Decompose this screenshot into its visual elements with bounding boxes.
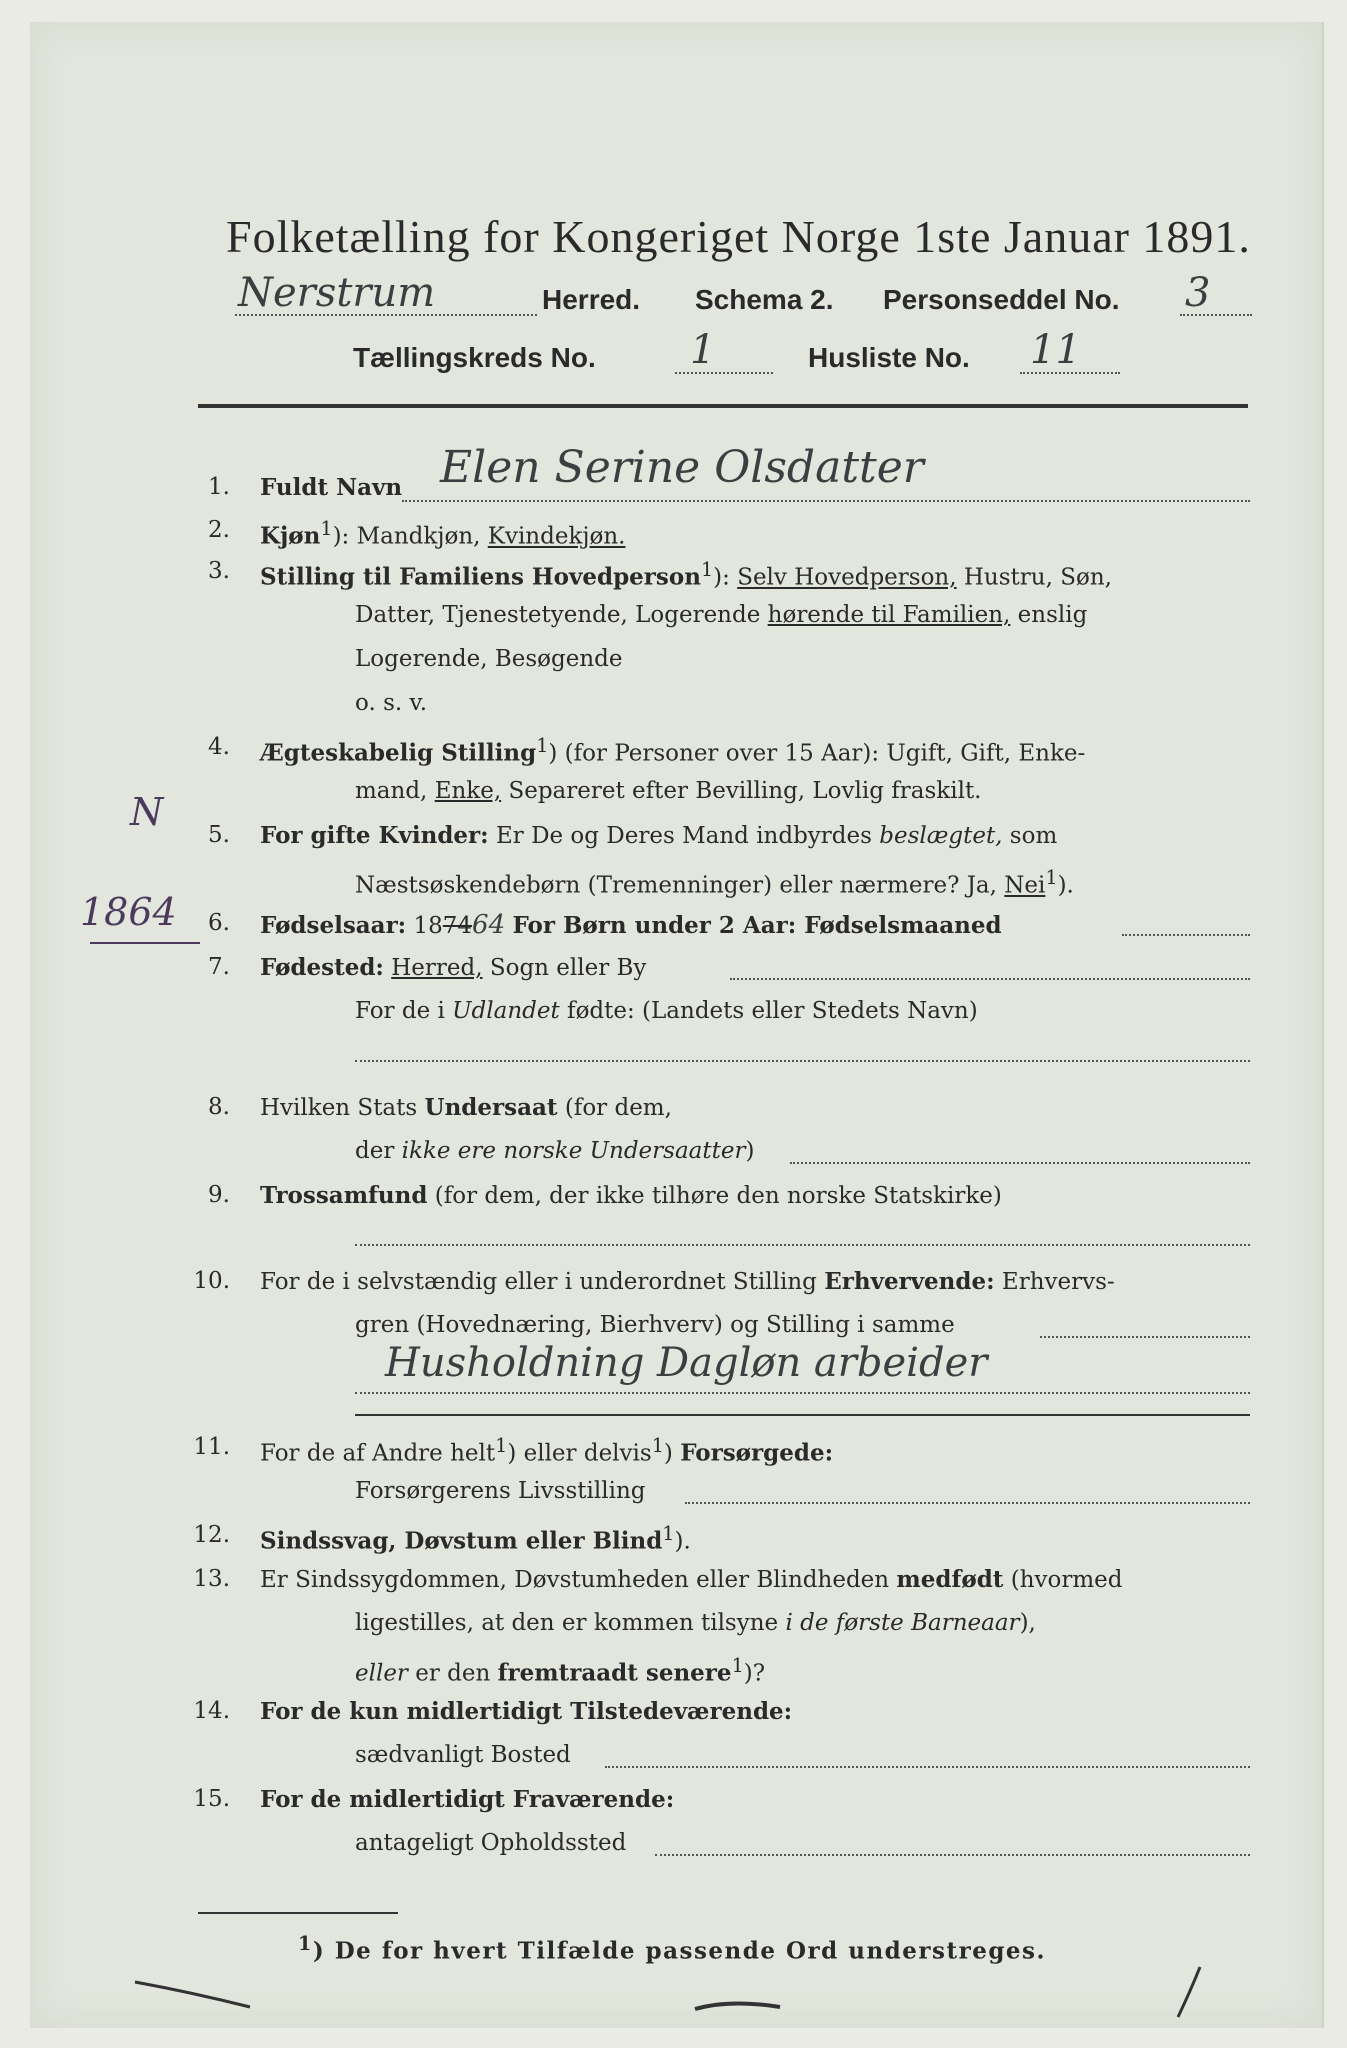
item-2-text: Kjøn$^1$): Mandkjøn, Kvindekjøn. xyxy=(260,517,626,550)
item-4-line-2: mand, Enke, Separeret efter Bevilling, Lovlig fraskilt. xyxy=(355,778,982,804)
item-3-line-2: Datter, Tjenestetyende, Logerende hørende til Familien, enslig xyxy=(355,602,1088,628)
husliste-number: 11 xyxy=(1030,327,1081,373)
item-10-line-1: For de i selvstændig eller i underordnet Stilling Erhvervende: Erhvervs- xyxy=(260,1268,1115,1295)
item-13-line-3: eller er den fremtraadt senere$^1$)? xyxy=(355,1654,766,1687)
margin-note-n: N xyxy=(130,790,164,834)
item-10-rule xyxy=(355,1414,1250,1416)
kreds-dotline xyxy=(675,372,773,374)
item-14-dotline xyxy=(605,1766,1250,1768)
item-11-number: 11. xyxy=(193,1434,230,1460)
personseddel-number: 3 xyxy=(1185,270,1211,316)
item-6-text: Fødselsaar: 187464 For Børn under 2 Aar: Fødselsmaaned xyxy=(260,910,1002,940)
item-13-number: 13. xyxy=(193,1566,230,1592)
item-15-number: 15. xyxy=(193,1786,230,1812)
personseddel-label: Personseddel No. xyxy=(883,284,1120,315)
item-5-line-2: Næstsøskendebørn (Tremenninger) eller nærmere? Ja, Nei$^1$). xyxy=(355,866,1074,899)
item-10-number: 10. xyxy=(193,1268,230,1294)
husliste-label: Husliste No. xyxy=(808,342,970,373)
margin-note-underline xyxy=(90,942,200,944)
herred-handwritten: Nerstrum xyxy=(238,270,436,316)
kreds-label: Tællingskreds No. xyxy=(353,342,596,373)
item-8-number: 8. xyxy=(208,1094,230,1120)
item-12-text: Sindssvag, Døvstum eller Blind$^1$). xyxy=(260,1522,691,1555)
item-14-line-2: sædvanligt Bosted xyxy=(355,1742,571,1768)
header-rule xyxy=(198,404,1248,408)
item-1-dotline xyxy=(402,500,1250,502)
footnote-rule xyxy=(198,1912,398,1914)
item-6-number: 6. xyxy=(208,910,230,936)
kreds-number: 1 xyxy=(690,327,716,373)
item-13-line-2: ligestilles, at den er kommen tilsyne i de første Barneaar), xyxy=(355,1610,1036,1636)
item-1-number: 1. xyxy=(208,474,230,500)
item-5-number: 5. xyxy=(208,822,230,848)
item-9-text: Trossamfund (for dem, der ikke tilhøre den norske Statskirke) xyxy=(260,1182,1002,1209)
herred-dotline xyxy=(235,314,537,316)
item-5-line-1: For gifte Kvinder: Er De og Deres Mand indbyrdes beslægtet, som xyxy=(260,822,1058,849)
item-1-label: Fuldt Navn xyxy=(260,474,403,501)
husliste-dotline xyxy=(1020,372,1120,374)
item-6-dotline xyxy=(1122,934,1250,936)
item-3-line-1: Stilling til Familiens Hovedperson$^1$): Selv Hovedperson, Hustru, Søn, xyxy=(260,558,1112,591)
item-10-dotline-2 xyxy=(355,1392,1250,1394)
item-1-answer: Elen Serine Olsdatter xyxy=(440,442,924,493)
item-14-line-1: For de kun midlertidigt Tilstedeværende: xyxy=(260,1698,793,1725)
item-11-line-2: Forsørgerens Livsstilling xyxy=(355,1478,646,1504)
item-10-dotline xyxy=(1040,1336,1250,1338)
item-8-dotline xyxy=(790,1162,1250,1164)
schema-label: Schema 2. xyxy=(695,284,834,315)
item-2-number: 2. xyxy=(208,517,230,543)
item-12-number: 12. xyxy=(193,1522,230,1548)
item-13-line-1: Er Sindssygdommen, Døvstumheden eller Blindheden medfødt (hvormed xyxy=(260,1566,1123,1593)
item-3-line-4: o. s. v. xyxy=(355,690,428,716)
item-11-line-1: For de af Andre helt$^1$) eller delvis$^1$) Forsørgede: xyxy=(260,1434,834,1467)
item-7-dotline-2 xyxy=(355,1060,1250,1062)
item-3-number: 3. xyxy=(208,558,230,584)
item-7-number: 7. xyxy=(208,954,230,980)
item-15-dotline xyxy=(655,1854,1250,1856)
item-4-number: 4. xyxy=(208,734,230,760)
ink-mark-left xyxy=(130,1977,260,2017)
item-8-line-1: Hvilken Stats Undersaat (for dem, xyxy=(260,1094,672,1121)
item-8-line-2: der ikke ere norske Undersaatter) xyxy=(355,1138,755,1164)
item-11-dotline xyxy=(685,1502,1250,1504)
item-9-number: 9. xyxy=(208,1182,230,1208)
form-title: Folketælling for Kongeriget Norge 1ste Januar 1891. xyxy=(226,211,1251,262)
item-14-number: 14. xyxy=(193,1698,230,1724)
item-10-answer: Husholdning Dagløn arbeider xyxy=(385,1340,988,1386)
item-9-dotline xyxy=(355,1244,1250,1246)
ink-mark-right xyxy=(1170,1962,1210,2022)
item-4-line-1: Ægteskabelig Stilling$^1$) (for Personer over 15 Aar): Ugift, Gift, Enke- xyxy=(260,734,1086,767)
footnote: $^1$) De for hvert Tilfælde passende Ord understreges. xyxy=(298,1932,1046,1965)
margin-note-year: 1864 xyxy=(80,890,177,934)
item-15-line-2: antageligt Opholdssted xyxy=(355,1830,627,1856)
item-7-dotline xyxy=(730,978,1250,980)
ink-mark-center xyxy=(690,1997,790,2017)
item-15-line-1: For de midlertidigt Fraværende: xyxy=(260,1786,675,1813)
item-10-line-2: gren (Hovednæring, Bierhverv) og Stilling i samme xyxy=(355,1312,955,1338)
herred-label: Herred. xyxy=(542,284,641,315)
item-7-line-2: For de i Udlandet fødte: (Landets eller Stedets Navn) xyxy=(355,998,978,1024)
item-3-line-3: Logerende, Besøgende xyxy=(355,646,623,672)
census-form-page xyxy=(30,22,1324,2028)
item-7-line-1: Fødested: Herred, Sogn eller By xyxy=(260,954,647,981)
personseddel-dotline xyxy=(1180,314,1252,316)
